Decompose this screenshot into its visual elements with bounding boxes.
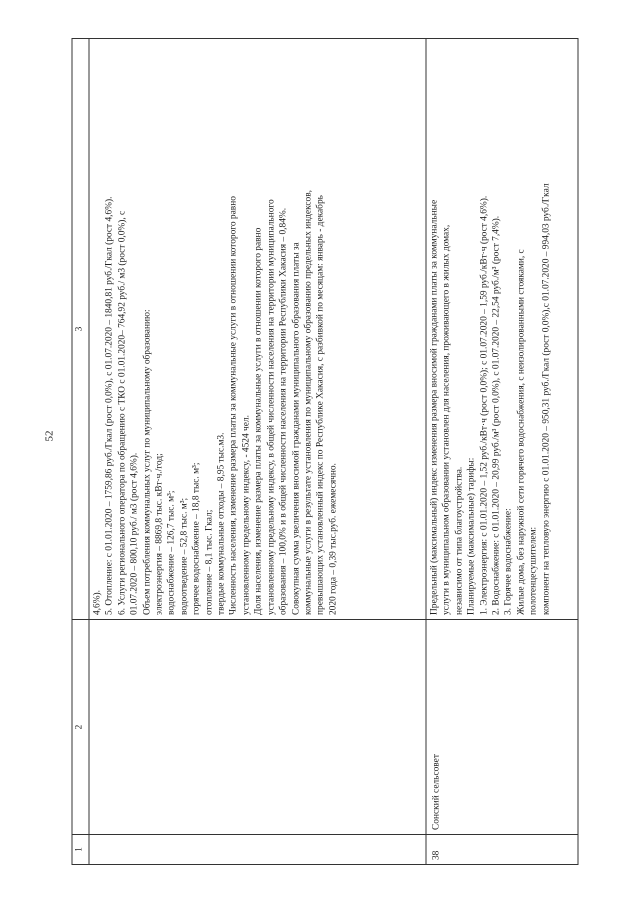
content-line: Жилые дома, без наружной сети горячего водоснабжения, с неизолированными стояками, с [516, 249, 527, 615]
content-line: 4,6%). [92, 590, 103, 615]
content-line: Предельный (максимальный) индекс изменения размера вносимой гражданами платы за коммунальные [429, 199, 440, 615]
header-col-3: 3 [72, 39, 89, 620]
content-line: 6. Услуги регионального оператора по обращению с ТКО с 01.01.2020– 764,92 руб./ м3 (рост 0,0%), с [117, 210, 128, 615]
content-line: установленному предельному индексу, - 4524 чел. [241, 415, 252, 615]
content-line: компонент на тепловую энергию с 01.01.2020 – 950,31 руб./Гкал (рост 0,0%),с 01.07.2020 – 994,03 руб./Гкал [541, 183, 552, 615]
content-line: 01.07.2020 – 800,10 руб./ м3 (рост 4,6%). [129, 452, 140, 615]
row-content [426, 39, 578, 620]
table-row [426, 39, 578, 865]
content-line: Объем потребления коммунальных услуг по муниципальному образованию: [142, 309, 153, 615]
content-line: твердые коммунальные отходы – 8,95 тыс.м3. [216, 432, 227, 615]
municipality-name: Сонский сельсовет [426, 620, 578, 835]
content-line: 2020 года – 0,39 тыс.руб. ежемесячно. [328, 463, 339, 615]
table-header-row [72, 39, 89, 865]
header-col-1: 1 [72, 835, 89, 865]
row-content [89, 39, 426, 620]
content-line: установленному предельному индексу, в общей численности населения на территории муниципального [266, 199, 277, 615]
content-line: водоотведение – 52,8 тыс. м³; [179, 497, 190, 615]
content-line: водоснабжение – 126,7 тыс. м³; [166, 490, 177, 615]
rotated-page-content [72, 39, 569, 865]
content-line: независимо от типа благоустройства. [454, 466, 465, 615]
content-line: Численность населения, изменение размера платы за коммунальные услуги в отношении которого равно [228, 196, 239, 615]
content-line: электроэнергия – 8869,8 тыс. кВт·ч./год; [154, 453, 165, 615]
content-line: 3. Горячее водоснабжение: [503, 508, 514, 615]
content-line: отопление – 8,1 тыс. Гкал; [204, 509, 215, 615]
header-col-2: 2 [72, 620, 89, 835]
content-line: Планируемые (максимальные) тарифы: [466, 457, 477, 615]
content-line: Доля населения, изменение размера платы за коммунальные услуги в отношении которого равно [253, 227, 264, 615]
content-line: коммунальные услуги в результате установления по муниципальному образованию предельных индексов, [303, 189, 314, 615]
content-line: услуги в муниципальном образовании установлен для населения, проживающего в жилых домах, [441, 224, 452, 615]
content-line: превышающих установленный индекс по Республике Хакасия, с разбивкой по месяцам: январь - декабрь [315, 195, 326, 615]
row-number [89, 835, 426, 865]
content-line: 1. Электроэнергия: с 01.01.2020 – 1,52 руб./кВт·ч (рост 0,0%); с 01.07.2020 – 1,59 руб./кВт·ч (рост 4,6%). [479, 195, 490, 615]
tariff-table [72, 38, 579, 865]
content-line: образования – 100,0% и в общей численности населения на территории Республики Хакасия – 0,84%. [278, 207, 289, 615]
table-row [89, 39, 426, 865]
page-number: 52 [43, 430, 56, 442]
municipality-name [89, 620, 426, 835]
row-number: 38 [426, 835, 578, 865]
content-line: горячее водоснабжение – 18,8 тыс. м³; [191, 462, 202, 615]
content-line: 5. Отопление: с 01.01.2020 – 1759,86 руб./Гкал (рост 0,0%), с 01.07.2020 – 1840,81 руб./Гкал (рост 4,6%). [104, 196, 115, 615]
content-line: 2. Водоснабжение: с 01.01.2020 – 20,99 руб./м³ (рост 0,0%), с 01.07.2020 – 22,54 руб./м³ (рост 7,4%). [491, 215, 502, 615]
content-line: Совокупная сумма увеличения вносимой гражданами муниципального образования платы за [291, 242, 301, 615]
content-line: полотенцесушителем: [528, 526, 539, 615]
